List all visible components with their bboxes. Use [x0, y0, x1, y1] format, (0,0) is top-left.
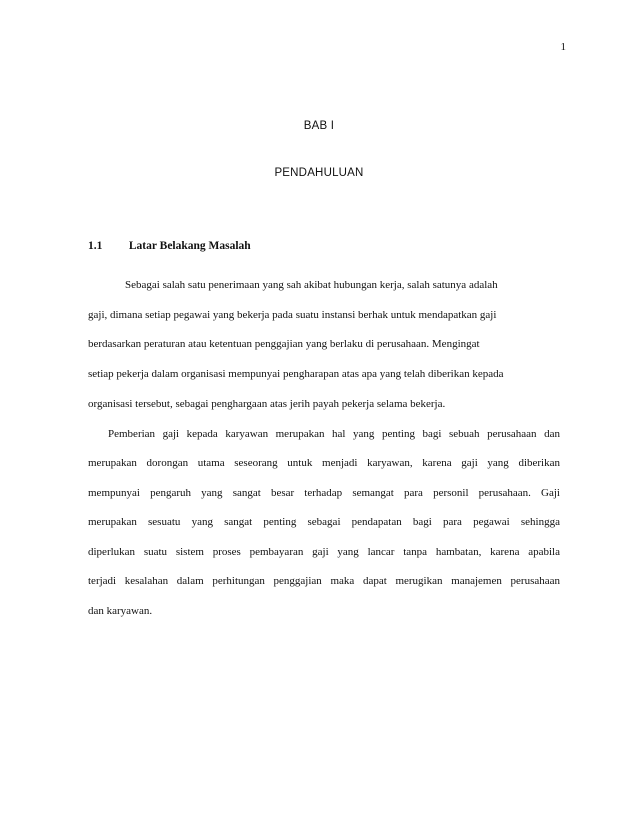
chapter-title: PENDAHULUAN: [274, 167, 364, 179]
paragraph-line: Pemberian gaji kepada karyawan merupakan hal yang penting bagi sebuah perusahaan dan: [108, 428, 560, 440]
paragraph-line: dan karyawan.: [88, 605, 153, 617]
section-heading: [88, 240, 251, 252]
section-title: Latar Belakang Masalah: [128, 240, 251, 252]
paragraph-line: Sebagai salah satu penerimaan yang sah akibat hubungan kerja, salah satunya adalah: [125, 279, 498, 291]
section-number: 1.1: [88, 240, 103, 252]
paragraph-line: merupakan sesuatu yang sangat penting sebagai pendapatan bagi para pegawai sehingga: [88, 516, 560, 528]
paragraph-line: diperlukan suatu sistem proses pembayaran gaji yang lancar tanpa hambatan, karena apabila: [88, 546, 560, 558]
chapter-label: BAB I: [303, 120, 335, 132]
paragraph-line: mempunyai pengaruh yang sangat besar terhadap semangat para personil perusahaan. Gaji: [88, 487, 560, 499]
paragraph-line: organisasi tersebut, sebagai penghargaan atas jerih payah pekerja selama bekerja.: [88, 398, 446, 410]
paragraph-line: setiap pekerja dalam organisasi mempunyai pengharapan atas apa yang telah diberikan kepada: [88, 368, 504, 380]
page-number: 1: [560, 41, 566, 53]
paragraph-line: merupakan dorongan utama seseorang untuk menjadi karyawan, karena gaji yang diberikan: [88, 457, 560, 469]
paragraph-line: terjadi kesalahan dalam perhitungan penggajian maka dapat merugikan manajemen perusahaan: [88, 575, 560, 587]
paragraph-line: gaji, dimana setiap pegawai yang bekerja pada suatu instansi berhak untuk mendapatkan gaji: [88, 309, 497, 321]
paragraph-line: berdasarkan peraturan atau ketentuan penggajian yang berlaku di perusahaan. Mengingat: [88, 338, 480, 350]
